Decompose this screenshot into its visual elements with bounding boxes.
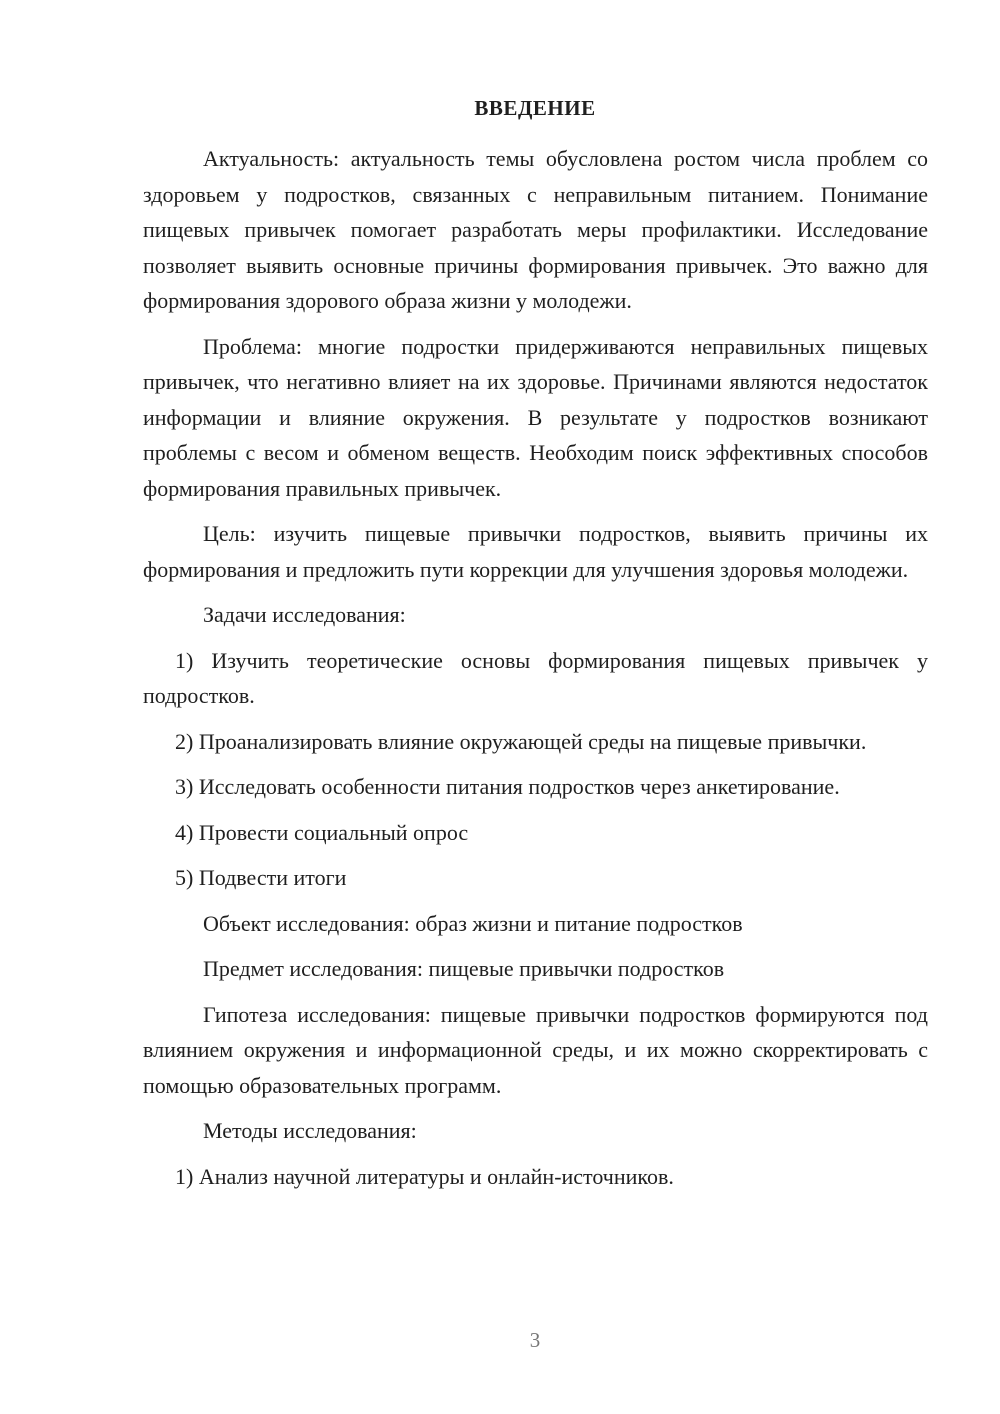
- subject-paragraph: Предмет исследования: пищевые привычки подростков: [203, 956, 725, 981]
- section-title: ВВЕДЕНИЕ: [474, 96, 596, 120]
- tasks-heading: Задачи исследования:: [203, 602, 406, 627]
- task-item: 3) Исследовать особенности питания подростков через анкетирование.: [175, 774, 840, 799]
- goal-paragraph: Цель: изучить пищевые привычки подростков, выявить причины их формирования и предложить пути коррекции для улучшения здоровья молодежи.: [143, 521, 928, 582]
- methods-heading: Методы исследования:: [203, 1118, 417, 1143]
- problem-paragraph: Проблема: многие подростки придерживаются неправильных пищевых привычек, что негативно влияет на их здоровье. Причинами являются недостаток информации и влияние окружения. В результате у подростков возникают проблемы с весом и обменом веществ. Необходим поиск эффективных способов формирования правильных привычек.: [143, 333, 928, 501]
- page-number: 3: [529, 1328, 541, 1352]
- task-item: 4) Провести социальный опрос: [175, 819, 469, 845]
- task-item: 1) Изучить теоретические основы формирования пищевых привычек у подростков.: [143, 647, 928, 708]
- relevance-paragraph: Актуальность: актуальность темы обусловлена ростом числа проблем со здоровьем у подростков, связанных с неправильным питанием. Понимание пищевых привычек помогает разработать меры профилактики. Исследование позволяет выявить основные причины формирования привычек. Это важно для формирования здорового образа жизни у молодежи.: [143, 146, 928, 313]
- method-item: 1) Анализ научной литературы и онлайн-источников.: [175, 1163, 674, 1189]
- task-item: 5) Подвести итоги: [175, 865, 347, 890]
- hypothesis-paragraph: Гипотеза исследования: пищевые привычки подростков формируются под влиянием окружения и информационной среды, и их можно скорректировать с помощью образовательных программ.: [143, 1001, 928, 1098]
- object-paragraph: Объект исследования: образ жизни и питание подростков: [203, 910, 743, 936]
- document-body: [143, 141, 928, 1204]
- task-item: 2) Проанализировать влияние окружающей среды на пищевые привычки.: [175, 728, 867, 754]
